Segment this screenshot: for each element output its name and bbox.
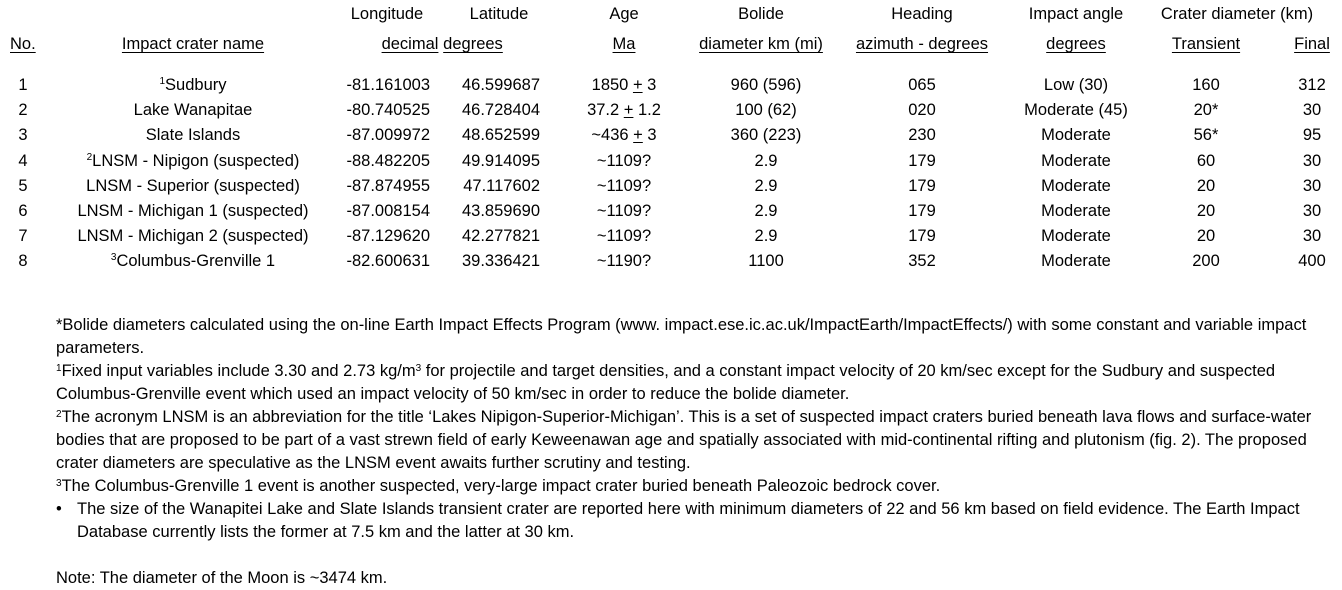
cell-no: 5 (18, 176, 28, 195)
crater-name-text: Lake Wanapitae (133, 101, 253, 120)
header-bolide: Bolide (738, 5, 784, 23)
cell-transient: 20 (1196, 227, 1216, 246)
cell-transient: 56* (1193, 126, 1219, 145)
cell-angle: Moderate (1041, 176, 1111, 195)
cell-heading: 179 (908, 176, 936, 195)
cell-bolide: 2.9 (754, 227, 778, 246)
cell-transient: 60 (1196, 151, 1216, 170)
footnote-text: Fixed input variables include 3.30 and 2.73 kg/m (61, 362, 416, 380)
cell-latitude: 43.859690 (462, 202, 540, 220)
cell-bolide: 2.9 (754, 176, 778, 195)
cell-no: 6 (18, 202, 28, 220)
cell-final: 30 (1302, 227, 1322, 246)
cell-heading: 230 (908, 126, 936, 145)
footnote-text: The Columbus-Grenville 1 event is another suspected, very-large impact crater buried beneath Paleozoic bedrock cover. (61, 477, 941, 495)
cell-age (597, 251, 651, 271)
cell-final: 30 (1302, 101, 1322, 120)
header-heading: Heading (891, 5, 953, 23)
cell-longitude: -82.600631 (346, 252, 430, 271)
cell-longitude: -81.161003 (346, 76, 430, 94)
cell-latitude: 42.277821 (462, 227, 540, 246)
cell-crater-name (111, 251, 275, 271)
crater-name-text: LNSM - Michigan 1 (suspected) (77, 202, 309, 220)
cell-age (597, 151, 651, 171)
cell-bolide: 960 (596) (730, 76, 802, 94)
cell-age (591, 125, 656, 145)
cell-no: 8 (18, 252, 28, 271)
cell-bolide: 100 (62) (735, 101, 797, 120)
superscript-exponent: 3 (415, 363, 422, 374)
column-angle: degrees (1046, 35, 1106, 53)
cell-heading: 065 (908, 76, 936, 94)
column-heading: azimuth - degrees (855, 35, 989, 53)
cell-latitude: 47.117602 (463, 176, 540, 195)
cell-latitude: 49.914095 (462, 151, 540, 170)
cell-angle: Moderate (45) (1024, 101, 1128, 120)
footnote-bolide: *Bolide diameters calculated using the on-line Earth Impact Effects Program (www. impact.ese.ic.ac.uk/ImpactEarth/ImpactEffects/) with some constant and variable impact parameters. (56, 316, 1307, 357)
cell-crater-name (159, 75, 226, 95)
crater-name-text: LNSM - Michigan 2 (suspected) (77, 227, 309, 246)
cell-crater-name (87, 151, 300, 171)
age-value: ~1109? (596, 202, 652, 220)
cell-bolide: 360 (223) (730, 126, 802, 145)
crater-name-text: Sudbury (165, 76, 227, 94)
age-value: 37.2 (587, 101, 624, 120)
crater-name-text: Slate Islands (145, 126, 241, 145)
footnote-1 (56, 360, 1336, 406)
column-bolide: diameter km (mi) (699, 35, 823, 53)
cell-angle: Low (30) (1043, 76, 1109, 94)
cell-angle: Moderate (1041, 202, 1111, 220)
crater-name-text: LNSM - Nipigon (suspected) (92, 151, 300, 170)
cell-crater-name (77, 226, 308, 246)
cell-final: 30 (1302, 202, 1322, 220)
footnote-text: The acronym LNSM is an abbreviation for the title ‘Lakes Nipigon-Superior-Michigan’. This is a set of suspected impact craters buried beneath lava flows and surface-water bodies that are proposed to be part of a vast strewn field of early Keweenawan age and spatially associated with mid-continental rifting and plutonism (fig. 2). The proposed crater diameters are speculative as the LNSM event awaits further scrutiny and testing. (56, 408, 1312, 472)
column-name: Impact crater name (121, 35, 265, 53)
cell-final: 312 (1298, 76, 1326, 94)
cell-latitude: 46.728404 (462, 101, 540, 120)
cell-latitude: 46.599687 (462, 76, 540, 94)
cell-angle: Moderate (1041, 227, 1111, 246)
cell-transient: 200 (1192, 252, 1220, 271)
cell-latitude: 48.652599 (462, 126, 540, 145)
cell-no: 4 (18, 151, 28, 170)
footnote-text: for projectile and target densities, and a constant impact velocity of 20 km/sec except for the Sudbury and suspected Columbus-Grenville event which used an impact velocity of 50 km/sec in order to reduce the bolide diameter. (56, 362, 1276, 403)
cell-final: 95 (1302, 126, 1322, 145)
age-value: ~1109? (596, 176, 652, 195)
footnotes (56, 314, 1336, 590)
header-longitude: Longitude (350, 5, 424, 23)
cell-bolide: 2.9 (754, 151, 778, 170)
footnote-3 (56, 475, 1336, 498)
header-age: Age (609, 5, 639, 23)
cell-final: 30 (1302, 151, 1322, 170)
age-uncertainty: 3 (642, 76, 657, 94)
bullet-icon: • (56, 500, 62, 518)
cell-crater-name (77, 201, 308, 221)
cell-transient: 20 (1196, 176, 1216, 195)
cell-no: 3 (18, 126, 28, 145)
cell-angle: Moderate (1041, 126, 1111, 145)
plus-minus-sign: + (633, 126, 643, 145)
crater-name-text: Columbus-Grenville 1 (116, 252, 276, 271)
footnote-marker: 3 (56, 478, 62, 489)
cell-longitude: -87.009972 (346, 126, 430, 145)
age-uncertainty: 1.2 (633, 101, 661, 120)
cell-crater-name (86, 176, 300, 196)
cell-longitude: -87.008154 (346, 202, 430, 220)
cell-no: 1 (18, 76, 28, 94)
column-final: Final (1294, 35, 1330, 53)
column-age: Ma (612, 35, 636, 53)
cell-latitude: 39.336421 (462, 252, 540, 271)
cell-age (592, 75, 657, 95)
cell-heading: 020 (908, 101, 936, 120)
cell-longitude: -88.482205 (346, 151, 430, 170)
age-value: ~1109? (596, 227, 652, 246)
cell-age (597, 201, 651, 221)
bullet-note (56, 498, 1336, 544)
cell-crater-name (146, 125, 240, 145)
cell-final: 30 (1302, 176, 1322, 195)
column-latitude: degrees (443, 35, 503, 53)
age-value: ~436 (591, 126, 634, 145)
cell-transient: 160 (1192, 76, 1220, 94)
cell-age (597, 176, 651, 196)
cell-bolide: 1100 (748, 252, 784, 271)
cell-transient: 20* (1193, 101, 1219, 120)
cell-final: 400 (1298, 252, 1326, 271)
moon-note: Note: The diameter of the Moon is ~3474 km. (56, 569, 388, 587)
header-impact-angle: Impact angle (1028, 5, 1124, 23)
cell-transient: 20 (1196, 202, 1216, 220)
footnote-marker: 2 (56, 409, 62, 420)
cell-bolide: 2.9 (754, 202, 778, 220)
footnote-2 (56, 406, 1336, 475)
header-latitude: Latitude (469, 5, 529, 23)
cell-heading: 179 (908, 151, 936, 170)
cell-angle: Moderate (1041, 151, 1111, 170)
footnote-marker: 3 (110, 252, 117, 264)
footnote-marker: 1 (159, 76, 166, 87)
cell-age (587, 100, 661, 120)
age-uncertainty: 3 (642, 126, 657, 145)
cell-no: 2 (18, 101, 28, 120)
cell-heading: 179 (908, 227, 936, 246)
plus-minus-sign: + (623, 101, 634, 120)
column-no: No. (10, 35, 36, 53)
header-crater-diameter: Crater diameter (km) (1160, 5, 1314, 23)
footnote-marker: 1 (56, 363, 62, 374)
age-value: 1850 (591, 76, 633, 94)
cell-heading: 179 (908, 202, 936, 220)
cell-longitude: -87.129620 (346, 227, 430, 246)
crater-name-text: LNSM - Superior (suspected) (86, 176, 300, 195)
age-value: ~1109? (596, 151, 652, 170)
cell-crater-name (134, 100, 253, 120)
cell-longitude: -80.740525 (346, 101, 430, 120)
bullet-text: The size of the Wanapitei Lake and Slate Islands transient crater are reported here with minimum diameters of 22 and 56 km based on field evidence. The Earth Impact Database currently lists the former at 7.5 km and the latter at 30 km. (77, 500, 1300, 541)
column-longitude: decimal (381, 35, 439, 53)
cell-no: 7 (18, 227, 28, 246)
plus-minus-sign: + (632, 76, 643, 94)
cell-angle: Moderate (1041, 252, 1111, 271)
cell-age (597, 226, 651, 246)
cell-heading: 352 (908, 252, 936, 271)
cell-longitude: -87.874955 (346, 176, 430, 195)
footnote-marker: 2 (86, 151, 93, 163)
age-value: ~1190? (596, 252, 652, 271)
column-transient: Transient (1171, 35, 1241, 53)
